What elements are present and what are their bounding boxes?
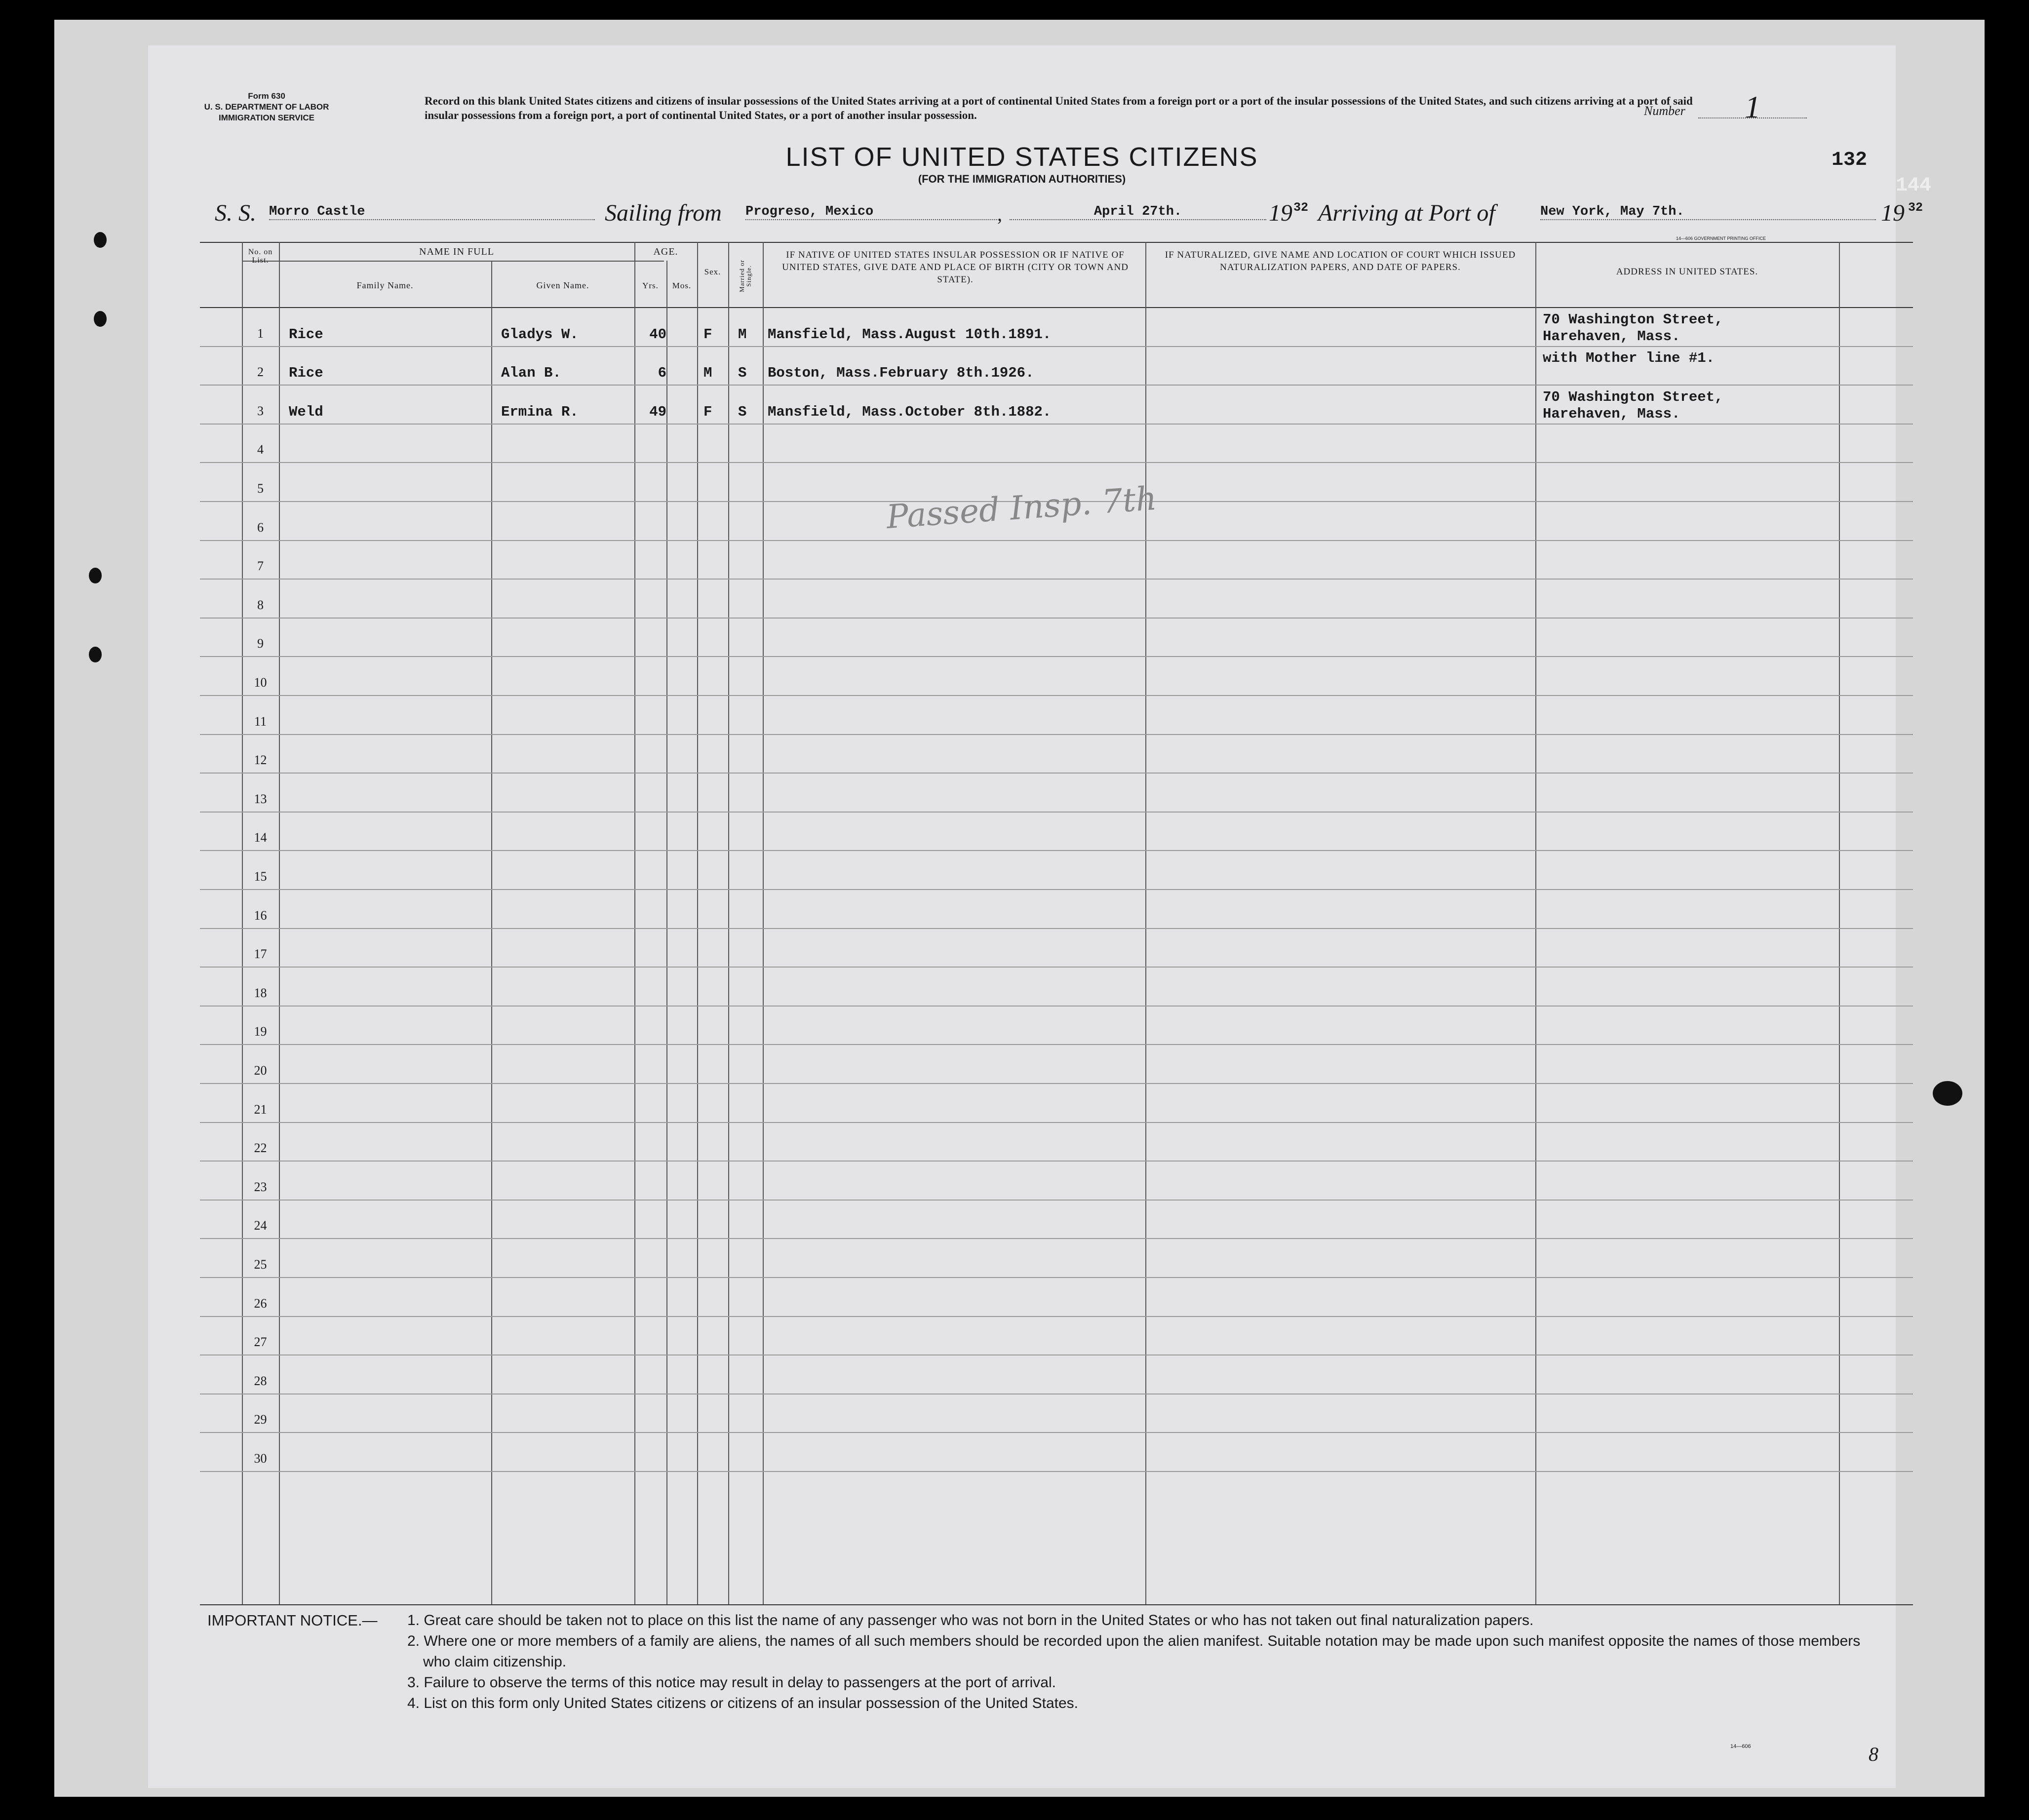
age-years: 49	[649, 404, 666, 420]
row-rule	[200, 928, 1913, 929]
row-number: 15	[254, 869, 267, 884]
footer-code: 14—606	[1730, 1743, 1751, 1749]
row-number: 20	[254, 1063, 267, 1078]
col-no: No. on List.	[248, 248, 273, 265]
row-rule	[200, 695, 1913, 696]
form-title: LIST OF UNITED STATES CITIZENS	[785, 142, 1258, 172]
place-date-of-birth: Boston, Mass.February 8th.1926.	[768, 365, 1034, 381]
row-rule	[200, 734, 1913, 735]
row-rule	[200, 773, 1913, 774]
family-name: Weld	[289, 404, 323, 420]
service: IMMIGRATION SERVICE	[219, 113, 314, 122]
row-number: 18	[254, 986, 267, 1000]
row-number: 16	[254, 908, 267, 923]
row-number: 23	[254, 1180, 267, 1194]
row-number: 5	[257, 481, 264, 496]
punch-hole	[89, 647, 102, 662]
row-rule	[200, 346, 1913, 347]
sailing-label: Sailing from	[605, 200, 722, 226]
col-married: Married or Single.	[738, 260, 752, 292]
sailing-date: April 27th.	[1010, 204, 1266, 220]
row-rule	[200, 967, 1913, 968]
address-line-1: 70 Washington Street,	[1543, 389, 1723, 405]
row-number: 11	[254, 714, 267, 729]
department: U. S. DEPARTMENT OF LABOR	[204, 102, 329, 112]
row-number: 9	[257, 636, 264, 651]
form-id	[183, 91, 351, 123]
row-rule	[200, 462, 1913, 463]
row-number: 3	[257, 404, 264, 418]
row-number: 2	[257, 365, 264, 379]
form-instructions: Record on this blank United States citizens and citizens of insular possessions of the United States arriving at a port of continental United States from a foreign port or a port of the insular possessions of the United States, and such citizens arriving at a port of said insular possessions from a foreign port, a port of continental United States, or a port of another insular possession.	[425, 95, 1693, 121]
place-date-of-birth: Mansfield, Mass.October 8th.1882.	[768, 404, 1052, 420]
form-subtitle: (FOR THE IMMIGRATION AUTHORITIES)	[918, 173, 1126, 185]
ss-label: S. S.	[215, 200, 256, 226]
sailing-from: Progreso, Mexico	[745, 204, 997, 220]
address-line-2: Harehaven, Mass.	[1543, 328, 1680, 345]
form-number: Form 630	[248, 91, 285, 101]
row-rule	[200, 1432, 1913, 1433]
notice-item: 2. Where one or more members of a family are aliens, the names of all such members should be recorded upon the alien manifest. Suitable notation may be made upon such manifest opposite the names of those members who claim citizenship.	[407, 1633, 1861, 1670]
row-number: 28	[254, 1374, 267, 1388]
row-number: 8	[257, 598, 264, 612]
address-line-1: 70 Washington Street,	[1543, 311, 1723, 328]
col-name-in-full: NAME IN FULL	[419, 246, 494, 257]
year-prefix: 19	[1269, 200, 1292, 226]
col-naturalized: IF NATURALIZED, GIVE NAME AND LOCATION OF COURT WHICH ISSUED NATURALIZATION PAPERS, AND DATE OF PAPERS.	[1165, 250, 1516, 272]
given-name: Ermina R.	[501, 404, 579, 420]
row-rule	[200, 424, 1913, 425]
row-rule	[200, 579, 1913, 580]
notice-item: 1. Great care should be taken not to place on this list the name of any passenger who was not born in the United States or who has not taken out final naturalization papers.	[407, 1612, 1534, 1628]
place-date-of-birth: Mansfield, Mass.August 10th.1891.	[768, 326, 1052, 343]
number-label: Number	[1644, 104, 1685, 118]
row-rule	[200, 385, 1913, 386]
notice-item: 4. List on this form only United States citizens or citizens of an insular possession of the United States.	[407, 1695, 1079, 1711]
row-number: 24	[254, 1218, 267, 1233]
family-name: Rice	[289, 365, 323, 381]
row-number: 1	[257, 326, 264, 341]
row-number: 7	[257, 559, 264, 573]
row-rule	[200, 850, 1913, 851]
page-stamp-outer: 144	[1896, 175, 1932, 197]
row-number: 17	[254, 947, 267, 961]
row-rule	[200, 540, 1913, 541]
row-number: 12	[254, 753, 267, 767]
row-number: 6	[257, 520, 264, 535]
page-stamp: 132	[1832, 149, 1868, 171]
arriving-year: 32	[1908, 200, 1923, 215]
address-line-1: with Mother line #1.	[1543, 350, 1715, 366]
row-number: 30	[254, 1451, 267, 1466]
row-number: 4	[257, 442, 264, 457]
col-address: ADDRESS IN UNITED STATES.	[1616, 267, 1758, 277]
row-rule	[200, 812, 1913, 813]
col-age: AGE.	[653, 246, 678, 257]
corner-mark: 8	[1869, 1743, 1878, 1765]
col-sex: Sex.	[704, 267, 721, 276]
sex: F	[703, 404, 712, 420]
notice-item: 3. Failure to observe the terms of this notice may result in delay to passengers at the port of arrival.	[407, 1674, 1056, 1691]
row-rule	[200, 1161, 1913, 1162]
row-number: 26	[254, 1296, 267, 1311]
col-given-name: Given Name.	[536, 280, 589, 290]
row-number: 13	[254, 792, 267, 806]
row-rule	[200, 1044, 1913, 1045]
row-rule	[200, 1277, 1913, 1278]
sex: F	[703, 326, 712, 343]
row-rule	[200, 656, 1913, 657]
arriving-label: Arriving at Port of	[1318, 200, 1495, 226]
marital-status: S	[738, 404, 747, 420]
row-rule	[200, 1006, 1913, 1007]
arrival-year-prefix: 19	[1881, 200, 1905, 226]
row-number: 14	[254, 830, 267, 845]
row-number: 21	[254, 1102, 267, 1117]
punch-hole	[94, 311, 107, 327]
gpo-note: 14—606 GOVERNMENT PRINTING OFFICE	[1676, 236, 1766, 241]
row-rule	[200, 1122, 1913, 1123]
col-yrs: Yrs.	[642, 281, 659, 290]
number-value: 1	[1698, 100, 1807, 118]
punch-hole	[94, 232, 107, 248]
given-name: Alan B.	[501, 365, 561, 381]
row-rule	[200, 1238, 1913, 1239]
row-number: 27	[254, 1335, 267, 1349]
row-rule	[200, 618, 1913, 619]
row-number: 22	[254, 1141, 267, 1155]
sex: M	[703, 365, 712, 381]
notice-items	[407, 1610, 1878, 1714]
sailing-year: 32	[1293, 200, 1309, 215]
col-mos: Mos.	[672, 281, 692, 290]
age-years: 40	[649, 326, 666, 343]
punch-hole	[1933, 1081, 1962, 1106]
address-line-2: Harehaven, Mass.	[1543, 406, 1680, 422]
handwritten-note: Passed Insp. 7th	[885, 479, 1158, 537]
row-rule	[200, 1316, 1913, 1317]
punch-hole	[89, 568, 102, 583]
row-rule	[200, 1083, 1913, 1084]
col-birth: IF NATIVE OF UNITED STATES INSULAR POSSESSION OR IF NATIVE OF UNITED STATES, GIVE DATE AND PLACE OF BIRTH (CITY OR TOWN AND STATE).	[782, 250, 1129, 285]
row-rule	[200, 1471, 1913, 1472]
row-number: 29	[254, 1412, 267, 1427]
row-number: 10	[254, 675, 267, 690]
row-rule	[200, 889, 1913, 890]
row-number: 25	[254, 1257, 267, 1272]
marital-status: S	[738, 365, 747, 381]
col-family-name: Family Name.	[356, 280, 414, 290]
row-number: 19	[254, 1024, 267, 1039]
arriving-port: New York, May 7th.	[1540, 204, 1876, 220]
marital-status: M	[738, 326, 747, 343]
ship-name: Morro Castle	[269, 204, 595, 220]
notice-heading: IMPORTANT NOTICE.—	[207, 1612, 378, 1629]
manifest-table	[200, 242, 1913, 1649]
form-sheet: Form 630 U. S. DEPARTMENT OF LABOR IMMIGRATION SERVICE Record on this blank United States citizens and citizens of insular possessions of the United States arriving at a port of continental United States from a foreign port or a port of the insular possessions of the United States, and such citizens arriving at a port of said insular possessions from a foreign port, a port of continental United States, or a port of another insular possession. Number 1 132 144 LIST OF UNITED STATES CITIZENS (FOR THE IMMIGRATION AUTHORITIES) S. S. Morro Castle Sailing from Progreso, Mexico , April 27th. 19 32 Arriving at Port of New York, May 7th. 19 32 14—606 GOVERNMENT PRINTING OFFICE No. on List. NAME IN FULL Family Name. Given Name. AGE. Yrs. Mos. Sex. Married or Single. IF NATIVE OF UNITED STATES INSULAR POSSESSION OR IF NATIVE OF UNITED STATES, GIVE DATE AND PLACE OF BIRTH (CITY OR TOWN AND STATE). IF NATURALIZED, GIVE NAME AND LOCATION OF COURT WHICH ISSUED NATURALIZATION PAPERS, AND DATE OF PAPERS. ADDRESS IN UNITED STATES. 1 2 3 4 5 6 7 8 9 10 11 12 13 14 15 16 17 18 19 20 21 22 23 24 25 26 27 28 29 30 Rice Gladys W. 40 F M Mansfield, Mass.August 10th.1891. 70 Washington Street, Harehaven, Mass. Rice Alan B. 6 M S Boston, Mass.February 8th.1926. with Mother line #1. Weld Ermina R. 49 F S Mansfield, Mass.October 8th.1882. 70 Washington Street, Harehaven, Mass. Passed Insp. 7th IMPORTANT NOTICE.— 1. Great care should be taken not to place on this list the name of any passenger who was not born in the United States or who has not taken out final naturalization papers. 2. Where one or more members of a family are aliens, the names of all such members should be recorded upon the alien manifest. Suitable notation may be made upon such manifest opposite the names of those members who claim citizenship. 3. Failure to observe the terms of this notice may result in delay to passengers at the port of arrival. 4. List on this form only United States citizens or citizens of an insular possession of the United States. 14—606 8	[148, 45, 1896, 1788]
age-years: 6	[658, 365, 666, 381]
family-name: Rice	[289, 326, 323, 343]
given-name: Gladys W.	[501, 326, 579, 343]
